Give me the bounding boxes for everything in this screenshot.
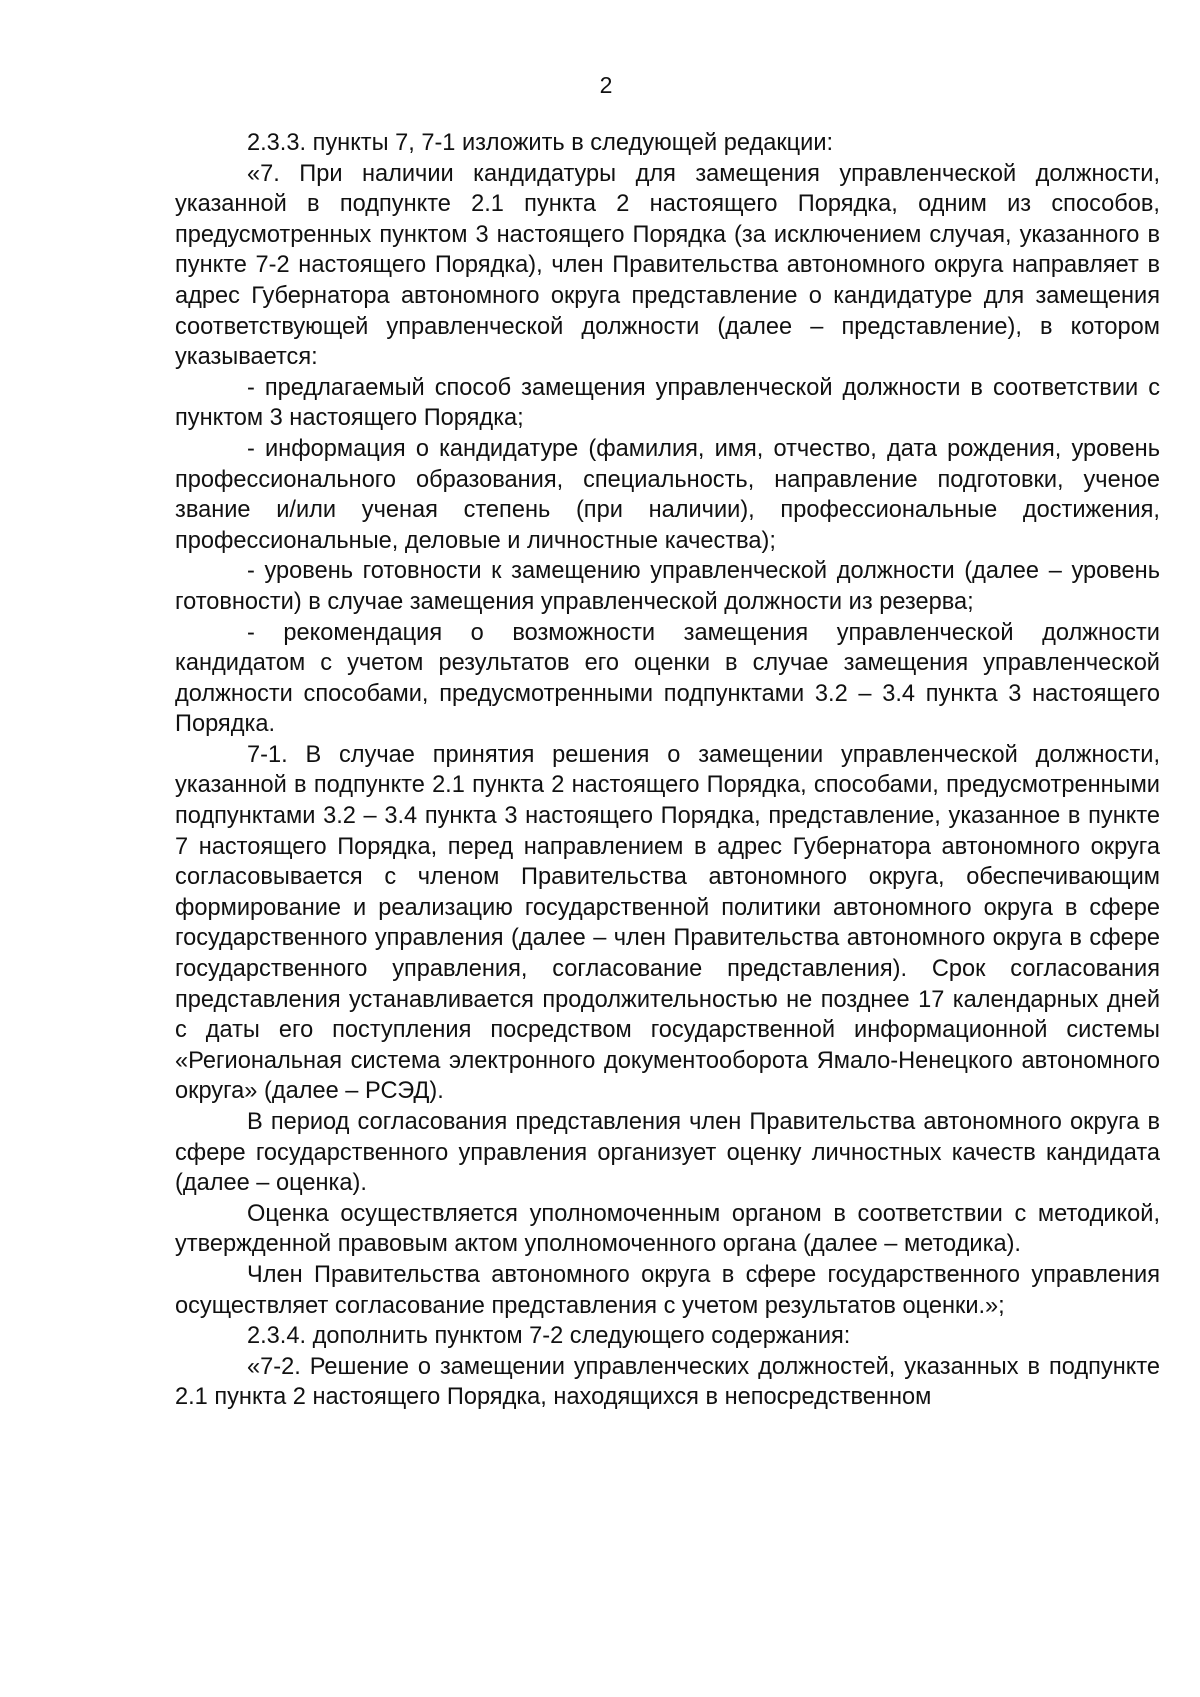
list-item-readiness-level: - уровень готовности к замещению управленческой должности (далее – уровень готовности) в случае замещения управленческой должности из резерва; — [175, 558, 1160, 615]
paragraph-2-3-4-heading: 2.3.4. дополнить пунктом 7-2 следующего содержания: — [247, 1323, 851, 1350]
list-item-method: - предлагаемый способ замещения управленческой должности в соответствии с пунктом 3 настоящего Порядка; — [175, 374, 1160, 432]
paragraph-assessment: Оценка осуществляется уполномоченным органом в соответствии с методикой, утвержденной правовым актом уполномоченного органа (далее – методика). — [175, 1200, 1160, 1258]
list-item-candidate-info: - информация о кандидатуре (фамилия, имя, отчество, дата рождения, уровень профессионального образования, специальность, направление подготовки, ученое звание и/или ученая степень (при наличии), профессиональные достижения, профессиональные, деловые и личностные качества); — [175, 435, 1160, 554]
paragraph-item-7: «7. При наличии кандидатуры для замещения управленческой должности, указанной в подпункте 2.1 пункта 2 настоящего Порядка, одним из способов, предусмотренных пунктом 3 настоящего Порядка (за исключением случая, указанного в пункте 7-2 настоящего Порядка), член Правительства автономного округа направляет в адрес Губернатора автономного округа представление о кандидатуре для замещения соответствующей управленческой должности (далее – представление), в котором указывается: — [175, 160, 1160, 371]
paragraph-item-7-1: 7-1. В случае принятия решения о замещении управленческой должности, указанной в подпункте 2.1 пункта 2 настоящего Порядка, способами, предусмотренными подпунктами 3.2 – 3.4 пункта 3 настоящего Порядка, представление, указанное в пункте 7 настоящего Порядка, перед направлением в адрес Губернатора автономного округа согласовывается с членом Правительства автономного округа, обеспечивающим формирование и реализацию государственной политики автономного округа в сфере государственного управления (далее – член Правительства автономного округа в сфере государственного управления, согласование представления). Срок согласования представления устанавливается продолжительностью не позднее 17 календарных дней с даты его поступления посредством государственной информационной системы «Региональная система электронного документооборота Ямало-Ненецкого автономного округа» (далее – РСЭД). — [175, 741, 1160, 1105]
list-item-recommendation: - рекомендация о возможности замещения управленческой должности кандидатом с учетом результатов его оценки в случае замещения управленческой должности способами, предусмотренными подпунктами 3.2 – 3.4 пункта 3 настоящего Порядка. — [175, 619, 1160, 738]
paragraph-2-3-3-heading: 2.3.3. пункты 7, 7-1 изложить в следующей редакции: — [247, 130, 834, 156]
paragraph-approval-period: В период согласования представления член Правительства автономного округа в сфере государственного управления организует оценку личностных качеств кандидата (далее – оценка). — [175, 1109, 1160, 1197]
paragraph-item-7-2: «7-2. Решение о замещении управленческих должностей, указанных в подпункте 2.1 пункта 2 настоящего Порядка, находящихся в непосредственном — [175, 1353, 1160, 1411]
document-body — [175, 128, 1160, 1413]
paragraph-approval-result: Член Правительства автономного округа в сфере государственного управления осуществляет согласование представления с учетом результатов оценки.»; — [175, 1261, 1160, 1319]
page-number: 2 — [599, 72, 613, 98]
